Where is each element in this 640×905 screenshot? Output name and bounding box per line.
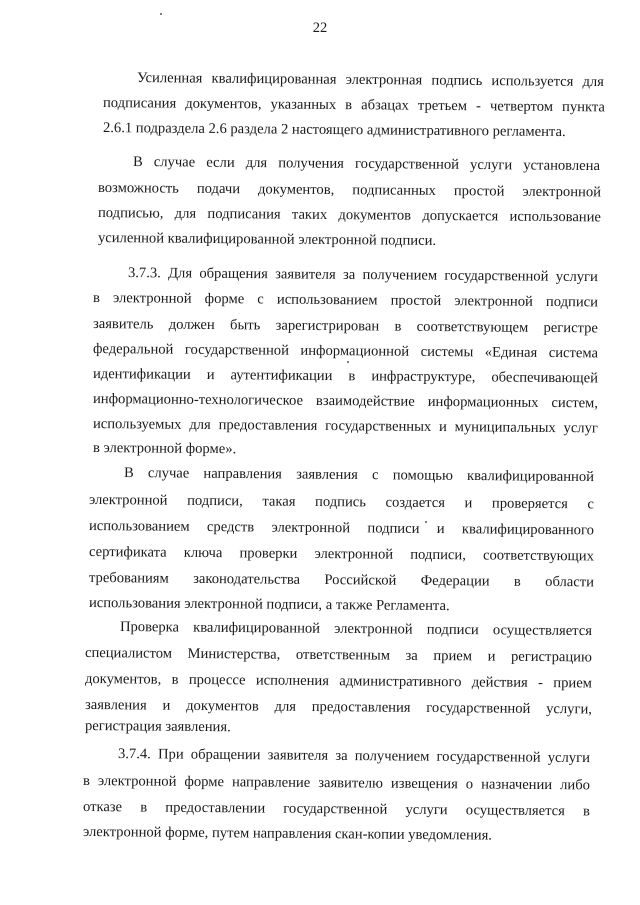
text-line: 3.7.3. Для обращения заявителя за получением государственной услуги <box>127 265 598 286</box>
text-line: использованием средств электронной подписи и квалифицированного <box>88 518 595 539</box>
text-line: отказе в предоставлении государственной услуги осуществляется в <box>82 799 591 820</box>
scan-speck <box>425 521 427 523</box>
text-line: использования электронной подписи, а также Регламента. <box>88 595 450 615</box>
text-line: в электронной форме с использованием простой электронной подписи <box>92 290 599 311</box>
text-line: электронной подписи, такая подпись создается и проверяется с <box>88 492 595 513</box>
text-line: идентификации и аутентификации в инфраструктуре, обеспечивающей <box>92 366 599 387</box>
scan-speck <box>160 13 162 15</box>
text-line: усиленной квалифицированной электронной подписи. <box>97 230 437 249</box>
text-line: В случае направления заявления с помощью квалифицированной <box>123 465 595 486</box>
text-line: подписания документов, указанных в абзацах третьем - четвертом пункта <box>102 95 605 116</box>
text-line: Проверка квалифицированной электронной подписи осуществляется <box>119 619 593 640</box>
text-line: федеральной государственной информационной системы «Единая система <box>92 341 599 362</box>
text-line: используемых для предоставления государственных и муниципальных услуг <box>92 416 598 437</box>
text-line: требованиям законодательства Российской Федерации в области <box>88 570 595 591</box>
text-line: Усиленная квалифицированная электронная подпись используется для <box>136 70 605 91</box>
text-line: регистрация заявления. <box>84 718 231 736</box>
text-line: 2.6.1 подраздела 2.6 раздела 2 настоящего административного регламента. <box>102 120 566 141</box>
page-number: 22 <box>312 20 328 36</box>
text-line: электронной форме, путем направления скан-копии уведомления. <box>82 824 493 844</box>
text-line: в электронной форме». <box>92 440 237 458</box>
text-line: в электронной форме направление заявителю извещения о назначении либо <box>82 773 591 794</box>
text-line: заявления и документов для предоставления государственной услуги, <box>84 697 593 718</box>
scan-speck <box>347 361 349 363</box>
text-line: подписью, для подписания таких документов допускается использование <box>97 205 602 226</box>
text-line: заявитель должен быть зарегистрирован в соответствующем регистре <box>92 316 598 337</box>
text-line: 3.7.4. При обращении заявителя за получением государственной услуги <box>117 746 591 767</box>
text-line: сертификата ключа проверки электронной подписи, соответствующих <box>88 544 595 565</box>
text-line: информационно-технологическое взаимодействие информационных систем, <box>92 391 599 412</box>
text-line: специалистом Министерства, ответственным за прием и регистрацию <box>84 645 592 666</box>
text-line: документов, в процессе исполнения административного действия - прием <box>84 671 593 692</box>
text-line: возможность подачи документов, подписанных простой электронной <box>97 180 602 201</box>
text-line: В случае если для получения государственной услуги установлена <box>132 154 601 175</box>
